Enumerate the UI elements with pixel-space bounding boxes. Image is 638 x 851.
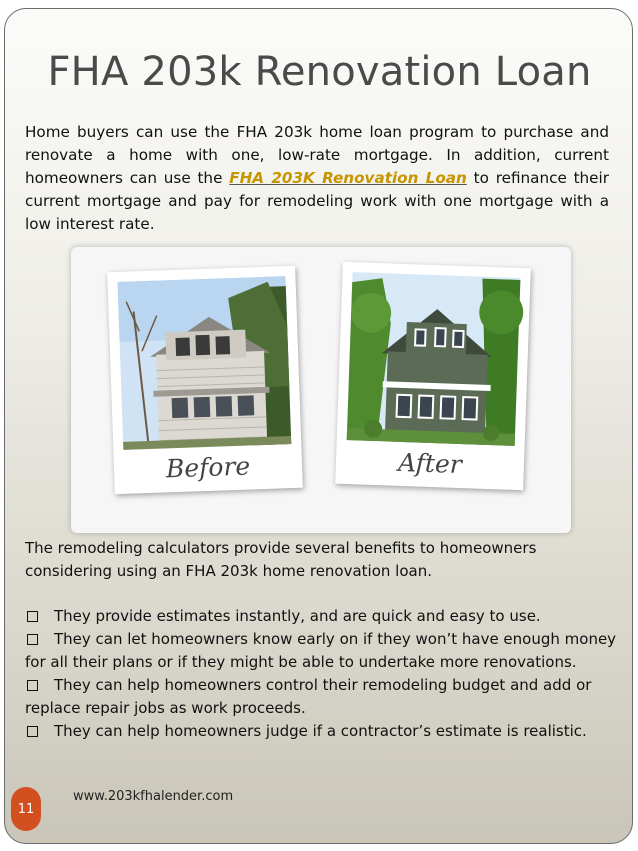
- slide: [4, 8, 633, 844]
- slide-title: FHA 203k Renovation Loan: [47, 49, 592, 95]
- list-item: [25, 674, 625, 720]
- after-caption: After: [397, 447, 463, 480]
- list-item: [25, 628, 625, 674]
- after-photo: [335, 262, 531, 490]
- list-item: [25, 605, 625, 628]
- checkbox-bullet-icon: [27, 611, 38, 622]
- benefits-paragraph: The remodeling calculators provide several benefits to homeowners considering using an FHA 203k home renovation loan.: [25, 539, 537, 580]
- benefits-section: [25, 537, 625, 743]
- page-number-badge: 11: [11, 787, 41, 831]
- list-item-text: They can help homeowners judge if a contractor’s estimate is realistic.: [54, 722, 587, 740]
- footer-url: www.203kfhalender.com: [73, 789, 234, 804]
- list-item-text: They can let homeowners know early on if they won’t have enough money for all their plans or if they might be able to undertake more renovations.: [25, 630, 617, 671]
- list-item: [25, 720, 625, 743]
- intro-paragraph: [25, 121, 609, 236]
- list-item-text: They can help homeowners control their remodeling budget and add or replace repair jobs as work proceeds.: [25, 676, 592, 717]
- list-item-text: They provide estimates instantly, and are quick and easy to use.: [54, 607, 541, 625]
- intro-text-start: Home buyers can use the FHA 203k home loan program to purchase and renovate a home with one, low-rate mortgage. In addition, current homeowners can use the: [25, 123, 609, 187]
- checkbox-bullet-icon: [27, 726, 38, 737]
- before-photo: [107, 266, 303, 494]
- intro-text-end: to refinance their current mortgage and pay for remodeling work with one mortgage with a low interest rate.: [25, 169, 609, 233]
- checkbox-bullet-icon: [27, 634, 38, 645]
- before-after-image: [71, 247, 571, 533]
- fha-203k-link[interactable]: FHA 203K Renovation Loan: [229, 169, 467, 187]
- before-caption: Before: [165, 451, 251, 484]
- checkbox-bullet-icon: [27, 680, 38, 691]
